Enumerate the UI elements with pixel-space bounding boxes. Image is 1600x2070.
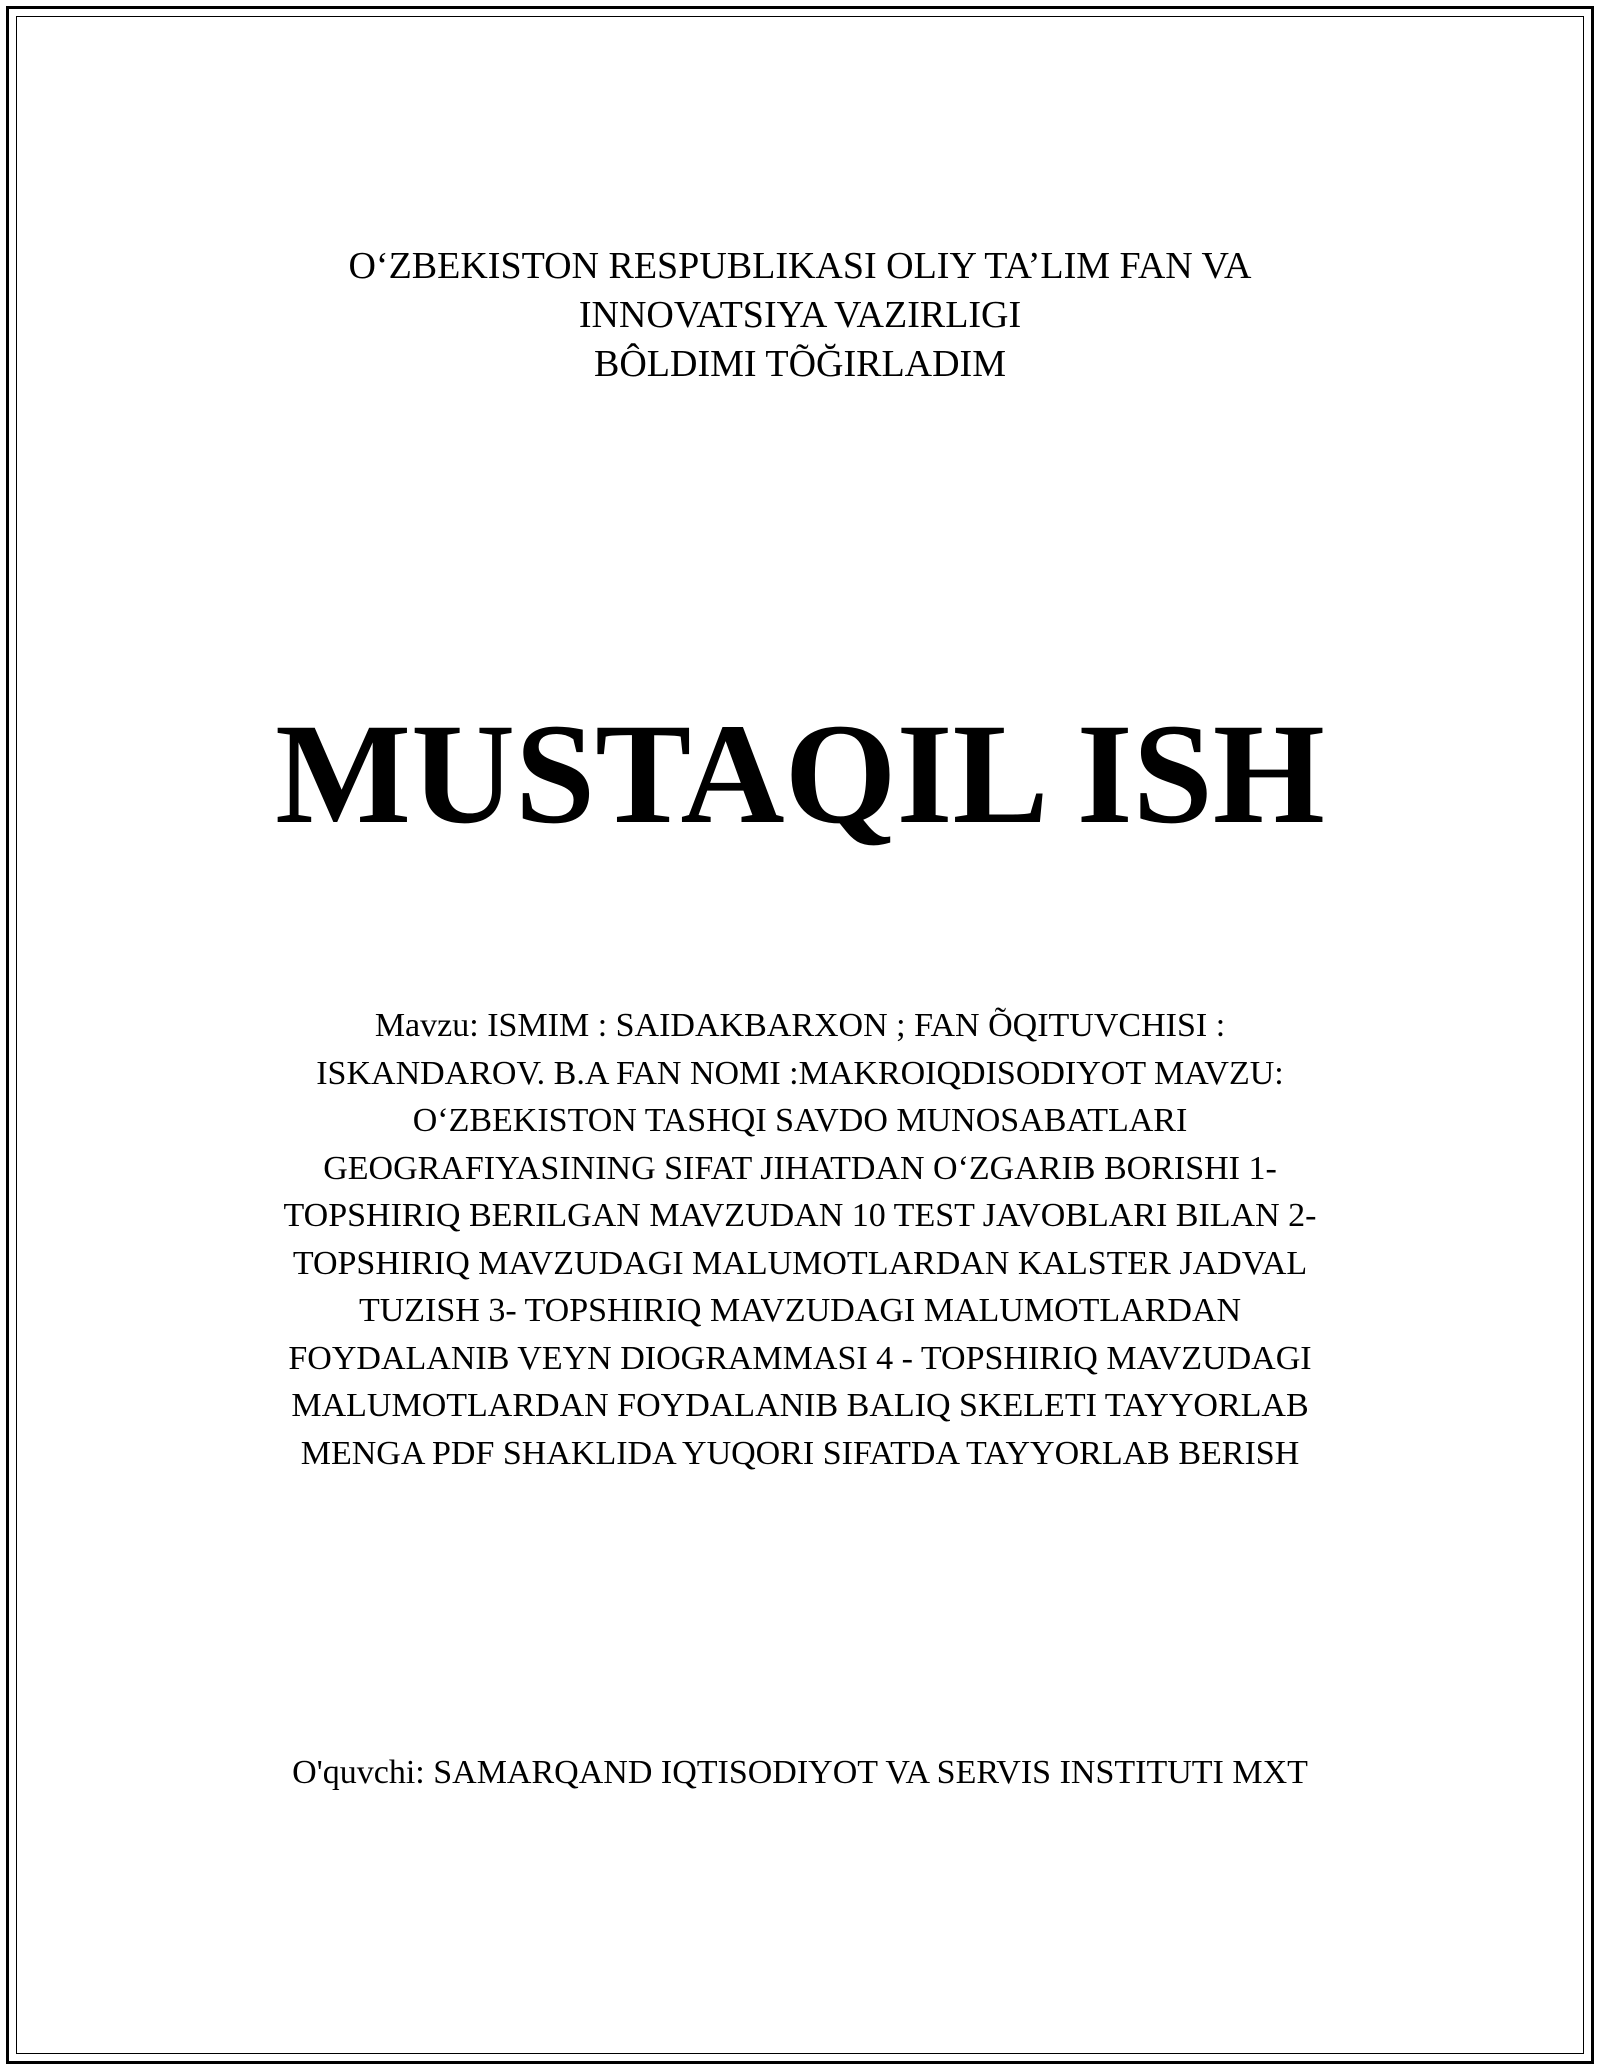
ministry-header [0, 242, 1600, 389]
topic-line-8: FOYDALANIB VEYN DIOGRAMMASI 4 - TOPSHIRIQ MAVZUDAGI [288, 1339, 1312, 1377]
document-title: MUSTAQIL ISH [275, 695, 1325, 854]
topic-line-4: GEOGRAFIYASINING SIFAT JIHATDAN O‘ZGARIB BORISHI 1- [323, 1149, 1277, 1187]
topic-line-1: Mavzu: ISMIM : SAIDAKBARXON ; FAN ÕQITUVCHISI : [374, 1007, 1226, 1044]
topic-line-2: ISKANDAROV. B.A FAN NOMI :MAKROIQDISODIYOT MAVZU: [316, 1054, 1284, 1092]
header-line-1: O‘ZBEKISTON RESPUBLIKASI OLIY TA’LIM FAN VA [348, 245, 1252, 287]
topic-block [0, 1002, 1600, 1477]
topic-line-9: MALUMOTLARDAN FOYDALANIB BALIQ SKELETI TAYYORLAB [291, 1387, 1309, 1424]
topic-line-3: O‘ZBEKISTON TASHQI SAVDO MUNOSABATLARI [412, 1102, 1188, 1139]
topic-line-5: TOPSHIRIQ BERILGAN MAVZUDAN 10 TEST JAVOBLARI BILAN 2- [283, 1197, 1317, 1234]
header-line-3: BÔLDIMI TÕĞIRLADIM [594, 343, 1006, 385]
topic-line-7: TUZISH 3- TOPSHIRIQ MAVZUDAGI MALUMOTLARDAN [358, 1292, 1242, 1329]
topic-line-6: TOPSHIRIQ MAVZUDAGI MALUMOTLARDAN KALSTER JADVAL [292, 1244, 1308, 1282]
topic-line-10: MENGA PDF SHAKLIDA YUQORI SIFATDA TAYYORLAB BERISH [300, 1434, 1300, 1472]
student-line: O'quvchi: SAMARQAND IQTISODIYOT VA SERVIS INSTITUTI MXT [292, 1754, 1308, 1791]
header-line-2: INNOVATSIYA VAZIRLIGI [578, 294, 1022, 336]
